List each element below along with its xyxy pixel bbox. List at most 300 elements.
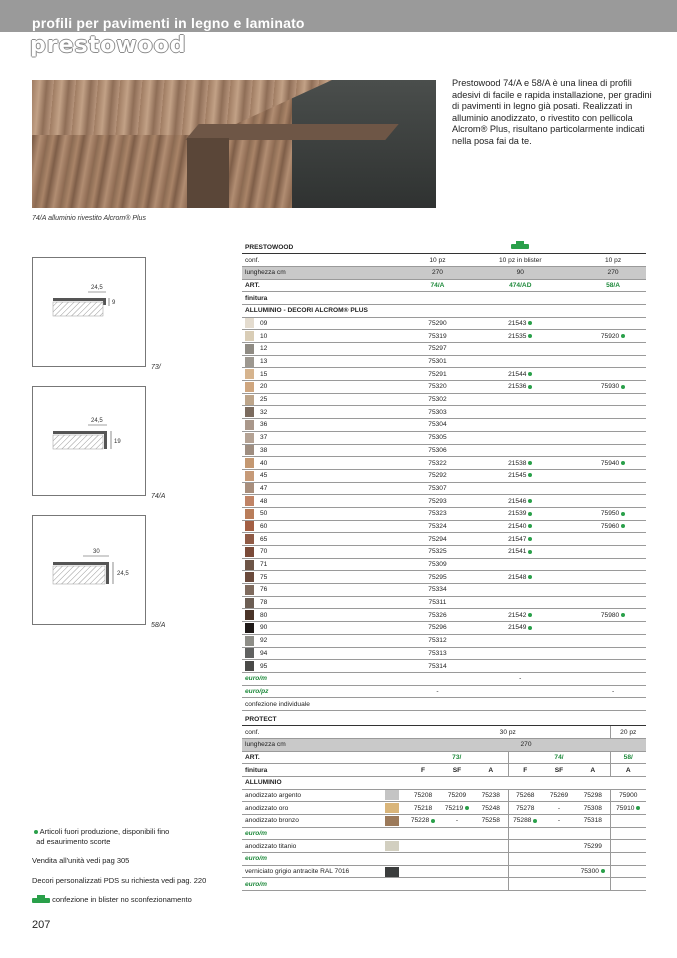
code-74a: 75313 — [415, 647, 461, 660]
pr-finish-row — [242, 840, 646, 853]
pw-decor-row — [242, 343, 646, 356]
swatch-cell — [242, 558, 257, 571]
code-474ad — [460, 571, 580, 584]
article-code — [474, 840, 508, 853]
pw-decor-row — [242, 495, 646, 508]
code-58a — [580, 571, 646, 584]
article-code-value: 75278 — [516, 804, 535, 812]
profile-73-diagram — [33, 258, 145, 366]
decor-code: 92 — [257, 634, 415, 647]
code-58a — [580, 368, 646, 381]
pw-art-1: 74/A — [415, 279, 461, 292]
drawing-58 — [32, 515, 146, 625]
code-74a: 75296 — [415, 622, 461, 635]
decor-code: 10 — [257, 330, 415, 343]
swatch-cell — [378, 802, 406, 815]
swatch-cell — [242, 495, 257, 508]
pw-decor-row — [242, 558, 646, 571]
color-swatch — [245, 331, 254, 341]
decor-code: 71 — [257, 558, 415, 571]
pr-art-row — [242, 751, 646, 764]
pr-art-3: 58/ — [610, 751, 646, 764]
note-1a: Articoli fuori produzione, disponibili fino — [39, 827, 170, 836]
code-58a-value: 75980 — [600, 611, 620, 619]
swatch-cell — [242, 571, 257, 584]
swatch-cell — [242, 330, 257, 343]
article-code — [406, 865, 440, 878]
blister-icon — [511, 244, 529, 249]
article-code — [474, 865, 508, 878]
code-474ad-value: 21535 — [508, 332, 527, 340]
pr-finitura-label: finitura — [242, 764, 406, 777]
article-code-value: 75910 — [616, 804, 635, 812]
code-58a — [580, 609, 646, 622]
swatch-cell — [242, 507, 257, 520]
header-bar — [0, 0, 677, 32]
swatch-cell — [242, 482, 257, 495]
pw-euro-m-value — [415, 672, 461, 685]
code-58a — [580, 381, 646, 394]
decor-code: 75 — [257, 571, 415, 584]
code-474ad-value: 21536 — [508, 383, 527, 391]
article-code — [576, 802, 610, 815]
color-swatch — [245, 433, 254, 443]
code-474ad — [460, 634, 580, 647]
code-58a — [580, 457, 646, 470]
pw-euro-m-label: euro/m — [242, 672, 415, 685]
article-code-value: 75208 — [413, 791, 433, 799]
code-474ad-value: 21541 — [508, 548, 527, 556]
code-58a — [580, 482, 646, 495]
swatch-cell — [242, 419, 257, 432]
code-474ad — [460, 596, 580, 609]
code-58a — [580, 546, 646, 559]
pw-decor-row — [242, 571, 646, 584]
pw-decor-row — [242, 368, 646, 381]
note-fuori-produzione — [32, 827, 169, 847]
code-474ad — [460, 546, 580, 559]
code-74a: 75319 — [415, 330, 461, 343]
decor-code: 09 — [257, 317, 415, 330]
article-code — [542, 789, 576, 802]
pw-decor-row — [242, 393, 646, 406]
pr-euro-m-value — [406, 827, 440, 840]
pw-euro-m-value — [580, 672, 646, 685]
decor-code: 65 — [257, 533, 415, 546]
code-74a: 75305 — [415, 431, 461, 444]
pr-conf-row — [242, 726, 646, 739]
pr-conf-label: conf. — [242, 726, 406, 739]
article-code — [406, 815, 440, 828]
decor-code: 95 — [257, 660, 415, 673]
pr-euro-m-value — [440, 878, 474, 891]
pr-euro-m-value — [406, 853, 440, 866]
dim-height-58: 24,5 — [117, 571, 129, 577]
swatch-cell — [242, 393, 257, 406]
article-code — [542, 815, 576, 828]
pr-euro-m-value — [440, 853, 474, 866]
new-dot-icon — [431, 819, 435, 823]
decor-code: 60 — [257, 520, 415, 533]
article-code-value: 75299 — [583, 842, 602, 850]
code-58a-value: 75940 — [600, 459, 620, 467]
pw-decor-row — [242, 507, 646, 520]
swatch-cell — [378, 815, 406, 828]
decor-code: 70 — [257, 546, 415, 559]
code-74a: 75311 — [415, 596, 461, 609]
code-474ad — [460, 419, 580, 432]
code-474ad — [460, 609, 580, 622]
code-58a — [580, 469, 646, 482]
code-74a: 75322 — [415, 457, 461, 470]
color-swatch — [245, 344, 254, 354]
note-vendita: Vendita all'unità vedi pag 305 — [32, 856, 130, 865]
pr-finitura-row — [242, 764, 646, 777]
dot-icon — [34, 830, 38, 834]
swatch-cell — [242, 660, 257, 673]
pr-fin-3: A — [474, 764, 508, 777]
pw-decor-row — [242, 622, 646, 635]
pw-decor-row — [242, 533, 646, 546]
code-474ad — [460, 330, 580, 343]
code-58a — [580, 520, 646, 533]
code-74a: 75334 — [415, 584, 461, 597]
pr-fin-4: F — [508, 764, 542, 777]
pw-art-row — [242, 279, 646, 292]
page-title: profili per pavimenti in legno e laminato — [32, 15, 305, 31]
swatch-cell — [242, 584, 257, 597]
code-58a — [580, 343, 646, 356]
color-swatch — [245, 395, 254, 405]
color-swatch — [385, 803, 399, 813]
pw-euro-m-row — [242, 672, 646, 685]
pw-decor-row — [242, 647, 646, 660]
code-58a — [580, 558, 646, 571]
article-code-value: 75219 — [444, 804, 464, 812]
pw-euro-pz-label: euro/pz — [242, 685, 415, 698]
code-74a: 75304 — [415, 419, 461, 432]
swatch-cell — [242, 355, 257, 368]
pr-art-label: ART. — [242, 751, 406, 764]
color-swatch — [245, 382, 254, 392]
pw-section-row — [242, 304, 646, 317]
pr-euro-m-label: euro/m — [242, 827, 406, 840]
new-dot-icon — [528, 626, 532, 630]
color-swatch — [385, 867, 399, 877]
pr-conf-1: 30 pz — [406, 726, 610, 739]
decor-code: 94 — [257, 647, 415, 660]
code-74a: 75306 — [415, 444, 461, 457]
code-474ad — [460, 660, 580, 673]
pw-len-3: 270 — [580, 266, 646, 279]
pr-conf-2: 20 pz — [610, 726, 646, 739]
dim-width-58: 30 — [93, 549, 100, 555]
decor-code: 12 — [257, 343, 415, 356]
color-swatch — [245, 471, 254, 481]
color-swatch — [245, 357, 254, 367]
pr-art-2: 74/ — [508, 751, 610, 764]
color-swatch — [245, 547, 254, 557]
code-58a — [580, 330, 646, 343]
article-code-value: 75218 — [413, 804, 433, 812]
article-code — [508, 802, 542, 815]
pr-euro-m-value — [542, 853, 576, 866]
swatch-cell — [242, 634, 257, 647]
code-74a: 75314 — [415, 660, 461, 673]
pr-euro-m-value — [542, 878, 576, 891]
protect-table — [242, 713, 646, 891]
pr-euro-m-row — [242, 827, 646, 840]
code-474ad — [460, 355, 580, 368]
pr-euro-m-value — [576, 827, 610, 840]
blister-icon — [32, 898, 50, 903]
article-code-value: 75209 — [447, 791, 467, 799]
pw-finitura-label: finitura — [242, 292, 646, 305]
photo-caption: 74/A alluminio rivestito Alcrom® Plus — [32, 215, 146, 222]
code-474ad-value: 21538 — [508, 459, 527, 467]
new-dot-icon — [621, 334, 625, 338]
pw-conf-label: conf. — [242, 254, 415, 267]
article-code-value: - — [455, 817, 459, 825]
pw-decor-row — [242, 355, 646, 368]
article-code — [576, 789, 610, 802]
swatch-cell — [378, 865, 406, 878]
article-code — [406, 840, 440, 853]
color-swatch — [245, 318, 254, 328]
article-code-value: 75900 — [619, 791, 638, 799]
pw-art-3: 58/A — [580, 279, 646, 292]
pw-euro-pz-value — [460, 685, 580, 698]
swatch-cell — [378, 840, 406, 853]
color-swatch — [385, 841, 399, 851]
new-dot-icon — [528, 372, 532, 376]
code-74a: 75303 — [415, 406, 461, 419]
code-58a-value: 75930 — [600, 383, 620, 391]
pr-fin-6: A — [576, 764, 610, 777]
prestowood-table — [242, 241, 646, 711]
article-code — [576, 840, 610, 853]
dim-height-74: 19 — [114, 439, 121, 445]
swatch-cell — [242, 596, 257, 609]
code-474ad — [460, 431, 580, 444]
new-dot-icon — [528, 461, 532, 465]
code-474ad-value: 21542 — [508, 611, 527, 619]
color-swatch — [245, 661, 254, 671]
decor-code: 15 — [257, 368, 415, 381]
code-74a: 75320 — [415, 381, 461, 394]
decor-code: 45 — [257, 469, 415, 482]
pr-euro-m-value — [508, 853, 542, 866]
article-code — [440, 789, 474, 802]
pw-conf-row — [242, 254, 646, 267]
code-474ad — [460, 647, 580, 660]
new-dot-icon — [465, 806, 469, 810]
code-474ad — [460, 444, 580, 457]
pr-euro-m-value — [610, 853, 646, 866]
article-code-value: 75248 — [481, 804, 500, 812]
code-74a: 75297 — [415, 343, 461, 356]
photo-profile-side — [187, 138, 229, 208]
color-swatch — [245, 445, 254, 455]
note-decori: Decori personalizzati PDS su richiesta vedi pag. 220 — [32, 876, 207, 885]
color-swatch — [245, 509, 254, 519]
decor-code: 37 — [257, 431, 415, 444]
pr-euro-m-value — [576, 878, 610, 891]
color-swatch — [245, 458, 254, 468]
new-dot-icon — [528, 321, 532, 325]
pw-conf-3: 10 pz — [580, 254, 646, 267]
pw-decor-row — [242, 546, 646, 559]
article-code — [474, 802, 508, 815]
pr-finish-row — [242, 815, 646, 828]
color-swatch — [245, 636, 254, 646]
color-swatch — [385, 790, 399, 800]
pw-decor-row — [242, 317, 646, 330]
color-swatch — [245, 623, 254, 633]
page-number: 207 — [32, 919, 51, 931]
code-74a: 75312 — [415, 634, 461, 647]
note-4: confezione in blister no sconfezionamento — [52, 895, 192, 904]
new-dot-icon — [528, 473, 532, 477]
new-dot-icon — [528, 499, 532, 503]
article-code — [542, 802, 576, 815]
code-74a: 75291 — [415, 368, 461, 381]
finish-name: anodizzato oro — [242, 802, 378, 815]
article-code — [508, 865, 542, 878]
article-code — [610, 802, 646, 815]
pr-fin-5: SF — [542, 764, 576, 777]
decor-code: 32 — [257, 406, 415, 419]
pr-euro-m-value — [508, 827, 542, 840]
article-code-value: 75228 — [410, 817, 430, 825]
code-474ad-value: 21543 — [508, 319, 527, 327]
pw-title: PRESTOWOOD — [242, 241, 415, 254]
pr-euro-m-label: euro/m — [242, 853, 406, 866]
pr-euro-m-row — [242, 853, 646, 866]
code-474ad — [460, 381, 580, 394]
pw-art-2: 474/AD — [460, 279, 580, 292]
code-474ad — [460, 343, 580, 356]
color-swatch — [245, 483, 254, 493]
code-74a: 75290 — [415, 317, 461, 330]
color-swatch — [385, 816, 399, 826]
pr-euro-m-value — [610, 827, 646, 840]
pw-len-1: 270 — [415, 266, 461, 279]
code-58a — [580, 507, 646, 520]
pr-euro-m-label: euro/m — [242, 878, 406, 891]
code-474ad — [460, 317, 580, 330]
code-74a: 75307 — [415, 482, 461, 495]
code-58a-value: 75950 — [600, 510, 620, 518]
pr-euro-m-value — [474, 827, 508, 840]
code-474ad-value: 21539 — [508, 510, 527, 518]
decor-code: 40 — [257, 457, 415, 470]
article-code-value: 75300 — [580, 868, 599, 876]
code-474ad — [460, 520, 580, 533]
color-swatch — [245, 598, 254, 608]
article-code — [440, 840, 474, 853]
article-code-value: - — [557, 804, 561, 812]
pr-fin-2: SF — [440, 764, 474, 777]
decor-code: 48 — [257, 495, 415, 508]
code-58a — [580, 622, 646, 635]
new-dot-icon — [533, 819, 537, 823]
pw-decor-row — [242, 482, 646, 495]
code-474ad-value: 21540 — [508, 522, 527, 530]
pw-art-label: ART. — [242, 279, 415, 292]
color-swatch — [245, 369, 254, 379]
article-code-value: 75298 — [583, 791, 602, 799]
swatch-cell — [242, 520, 257, 533]
article-code-value: 75258 — [481, 817, 500, 825]
color-swatch — [245, 585, 254, 595]
pr-art-1: 73/ — [406, 751, 508, 764]
new-dot-icon — [528, 512, 532, 516]
pw-finitura-row — [242, 292, 646, 305]
article-code — [440, 815, 474, 828]
decor-code: 47 — [257, 482, 415, 495]
pr-section: ALLUMINIO — [242, 776, 646, 789]
pr-section-row — [242, 776, 646, 789]
code-74a: 75326 — [415, 609, 461, 622]
code-474ad-value: 21544 — [508, 370, 527, 378]
pw-footer: confezione individuale — [242, 698, 646, 711]
color-swatch — [245, 407, 254, 417]
swatch-cell — [242, 546, 257, 559]
pw-conf-2: 10 pz in blister — [460, 254, 580, 267]
pw-euro-pz-row — [242, 685, 646, 698]
pw-decor-row — [242, 381, 646, 394]
photo-wall — [292, 80, 436, 208]
pw-decor-row — [242, 520, 646, 533]
article-code-value: 75318 — [583, 817, 602, 825]
profile-74-diagram — [33, 387, 145, 495]
article-code — [406, 789, 440, 802]
new-dot-icon — [621, 524, 625, 528]
code-58a — [580, 317, 646, 330]
drawing-label-74: 74/A — [151, 493, 166, 500]
code-74a: 75309 — [415, 558, 461, 571]
new-dot-icon — [621, 461, 625, 465]
pr-finish-row — [242, 802, 646, 815]
new-dot-icon — [621, 512, 625, 516]
dim-height-73: 9 — [112, 300, 116, 306]
article-code — [440, 865, 474, 878]
code-474ad — [460, 495, 580, 508]
color-swatch — [245, 420, 254, 430]
note-blister — [32, 895, 192, 905]
pw-decor-row — [242, 584, 646, 597]
article-code — [610, 840, 646, 853]
pw-euro-pz-value: - — [415, 685, 461, 698]
new-dot-icon — [528, 537, 532, 541]
code-58a — [580, 419, 646, 432]
code-74a: 75325 — [415, 546, 461, 559]
article-code-value: 75288 — [513, 817, 532, 825]
pw-euro-pz-value: - — [580, 685, 646, 698]
code-474ad — [460, 558, 580, 571]
swatch-cell — [242, 381, 257, 394]
code-58a-value: 75920 — [600, 332, 620, 340]
dim-width-73: 24,5 — [91, 285, 103, 291]
decor-code: 25 — [257, 393, 415, 406]
new-dot-icon — [528, 550, 532, 554]
code-58a — [580, 660, 646, 673]
swatch-cell — [242, 368, 257, 381]
code-474ad-value: 21545 — [508, 472, 527, 480]
code-74a: 75293 — [415, 495, 461, 508]
swatch-cell — [242, 406, 257, 419]
